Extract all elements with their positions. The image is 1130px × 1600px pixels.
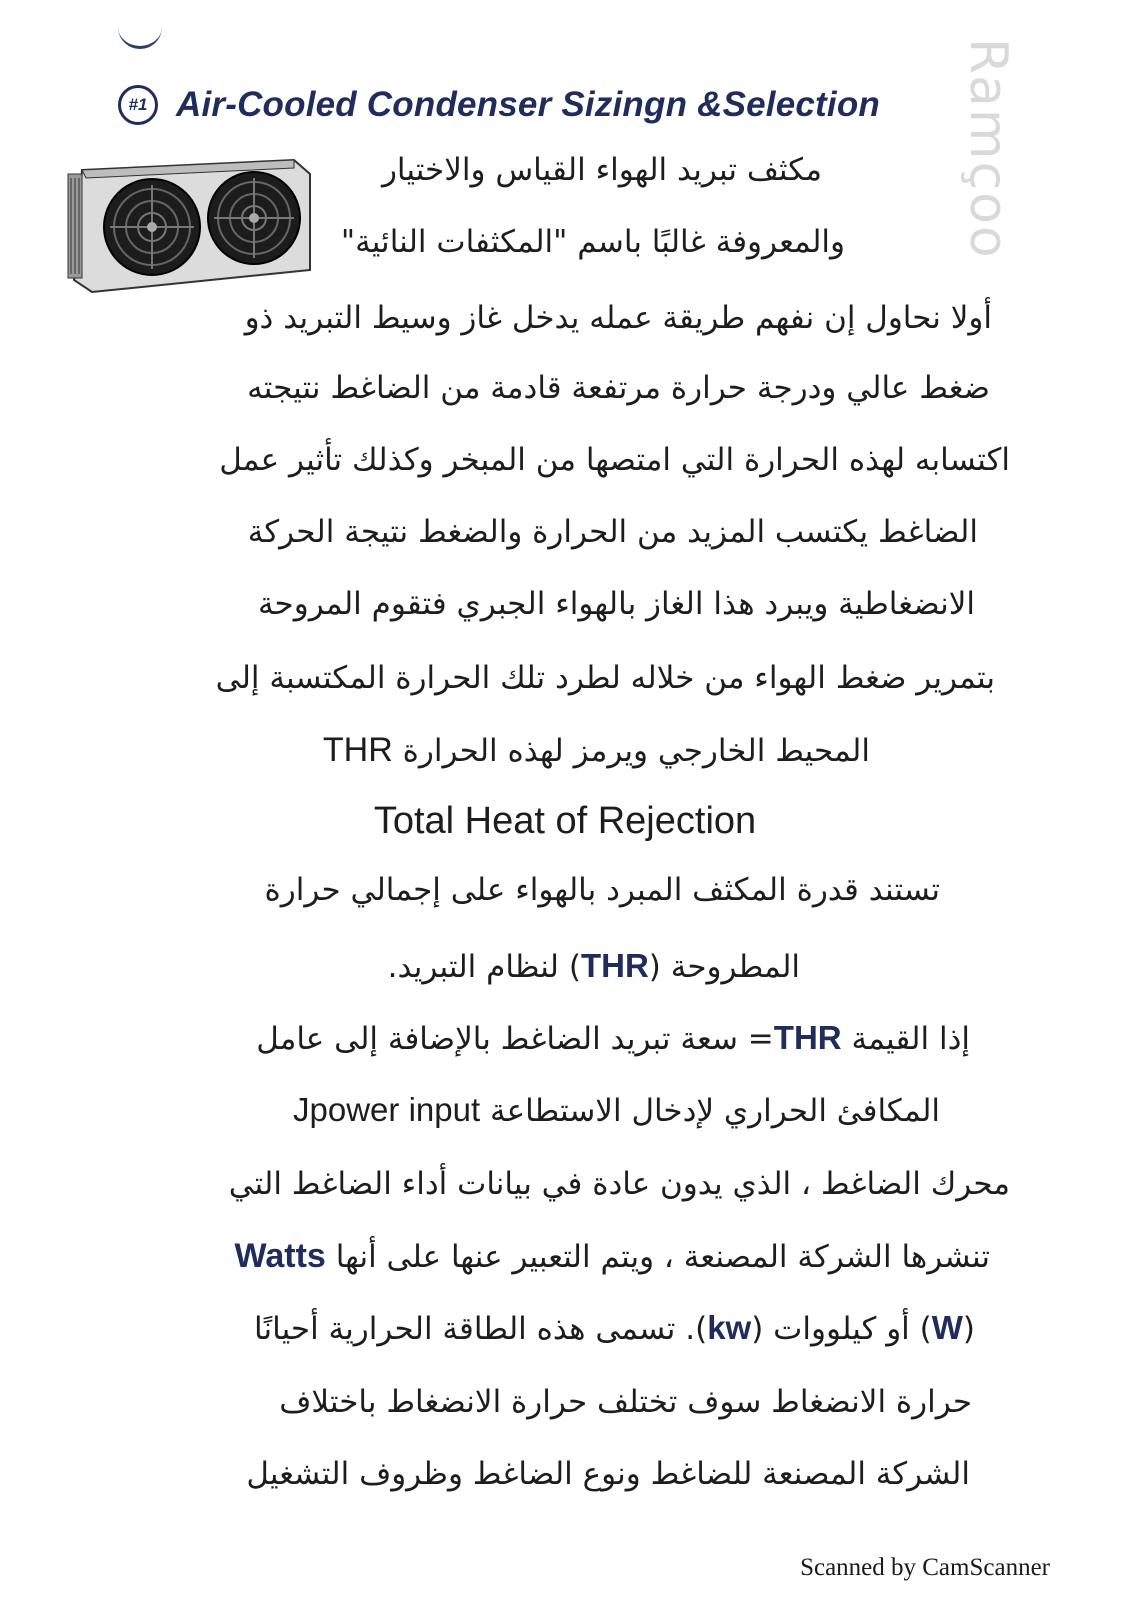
text-line-17-part-a: ( <box>962 1311 975 1347</box>
text-line-13 <box>256 1016 970 1061</box>
top-arc-decoration <box>118 18 162 49</box>
text-line-17-part-c: ). تسمى هذه الطاقة الحرارية أحيانًا <box>254 1311 708 1347</box>
power-input-label: Jpower input <box>293 1091 481 1128</box>
text-line-14-arabic: المكافئ الحراري لإدخال الاستطاعة <box>489 1093 940 1129</box>
text-line-1: مكثف تبريد الهواء القياس والاختيار <box>381 152 822 188</box>
text-line-3: أولا نحاول إن نفهم طريقة عمله يدخل غاز وسيط التبريد ذو <box>244 300 992 336</box>
text-line-8: بتمرير ضغط الهواء من خلاله لطرد تلك الحرارة المكتسبة إلى <box>215 660 995 696</box>
text-line-12 <box>388 944 800 989</box>
text-line-12-part-a: المطروحة ( <box>648 949 800 985</box>
text-line-14 <box>293 1088 940 1133</box>
text-line-9 <box>323 728 870 773</box>
text-line-5: اكتسابه لهذه الحرارة التي امتصها من المبخر وكذلك تأثير عمل <box>219 442 1010 478</box>
text-line-13-part-b: = سعة تبريد الضاغط بالإضافة إلى عامل <box>256 1021 774 1057</box>
w-unit-label: W <box>931 1309 963 1346</box>
text-line-16 <box>235 1234 990 1279</box>
text-line-19: الشركة المصنعة للضاغط ونوع الضاغط وظروف التشغيل <box>246 1456 970 1492</box>
text-line-6: الضاغط يكتسب المزيد من الحرارة والضغط نتيجة الحركة <box>247 514 978 550</box>
document-header <box>118 80 880 130</box>
air-cooled-condenser-image <box>62 152 312 297</box>
text-line-12-part-b: ) لنظام التبريد. <box>387 949 581 985</box>
scanned-by-footer: Scanned by CamScanner <box>800 1554 1050 1581</box>
document-title: Air-Cooled Condenser Sizingn &Selection <box>176 85 880 124</box>
text-line-4: ضغط عالي ودرجة حرارة مرتفعة قادمة من الضاغط نتيجته <box>247 370 990 406</box>
text-line-17-part-b: ) أو كيلووات ( <box>751 1311 932 1347</box>
text-line-2: والمعروفة غالبًا باسم "المكثفات النائية" <box>340 224 845 260</box>
text-line-16-arabic: تنشرها الشركة المصنعة ، ويتم التعبير عنها على أنها <box>335 1239 990 1275</box>
kw-unit-label: kw <box>707 1309 752 1346</box>
total-heat-of-rejection: Total Heat of Rejection <box>373 800 757 842</box>
number-badge: #1 <box>118 85 158 125</box>
text-line-11: تستند قدرة المكثف المبرد بالهواء على إجمالي حرارة <box>264 872 940 908</box>
text-line-7: الانضغاطية ويبرد هذا الغاز بالهواء الجبري فتقوم المروحة <box>257 586 975 622</box>
text-line-15: محرك الضاغط ، الذي يدون عادة في بيانات أداء الضاغط التي <box>228 1166 1010 1202</box>
thr-label: THR <box>322 731 393 769</box>
thr-bold-2: THR <box>773 1019 842 1056</box>
text-line-17 <box>254 1306 975 1351</box>
thr-bold-1: THR <box>580 947 649 984</box>
watermark: Ramçoo <box>958 38 1018 260</box>
watts-label: Watts <box>234 1237 326 1275</box>
text-line-13-part-a: إذا القيمة <box>851 1021 970 1057</box>
text-line-9-arabic: المحيط الخارجي ويرمز لهذه الحرارة <box>402 733 870 769</box>
text-line-18: حرارة الانضغاط سوف تختلف حرارة الانضغاط باختلاف <box>279 1384 972 1420</box>
